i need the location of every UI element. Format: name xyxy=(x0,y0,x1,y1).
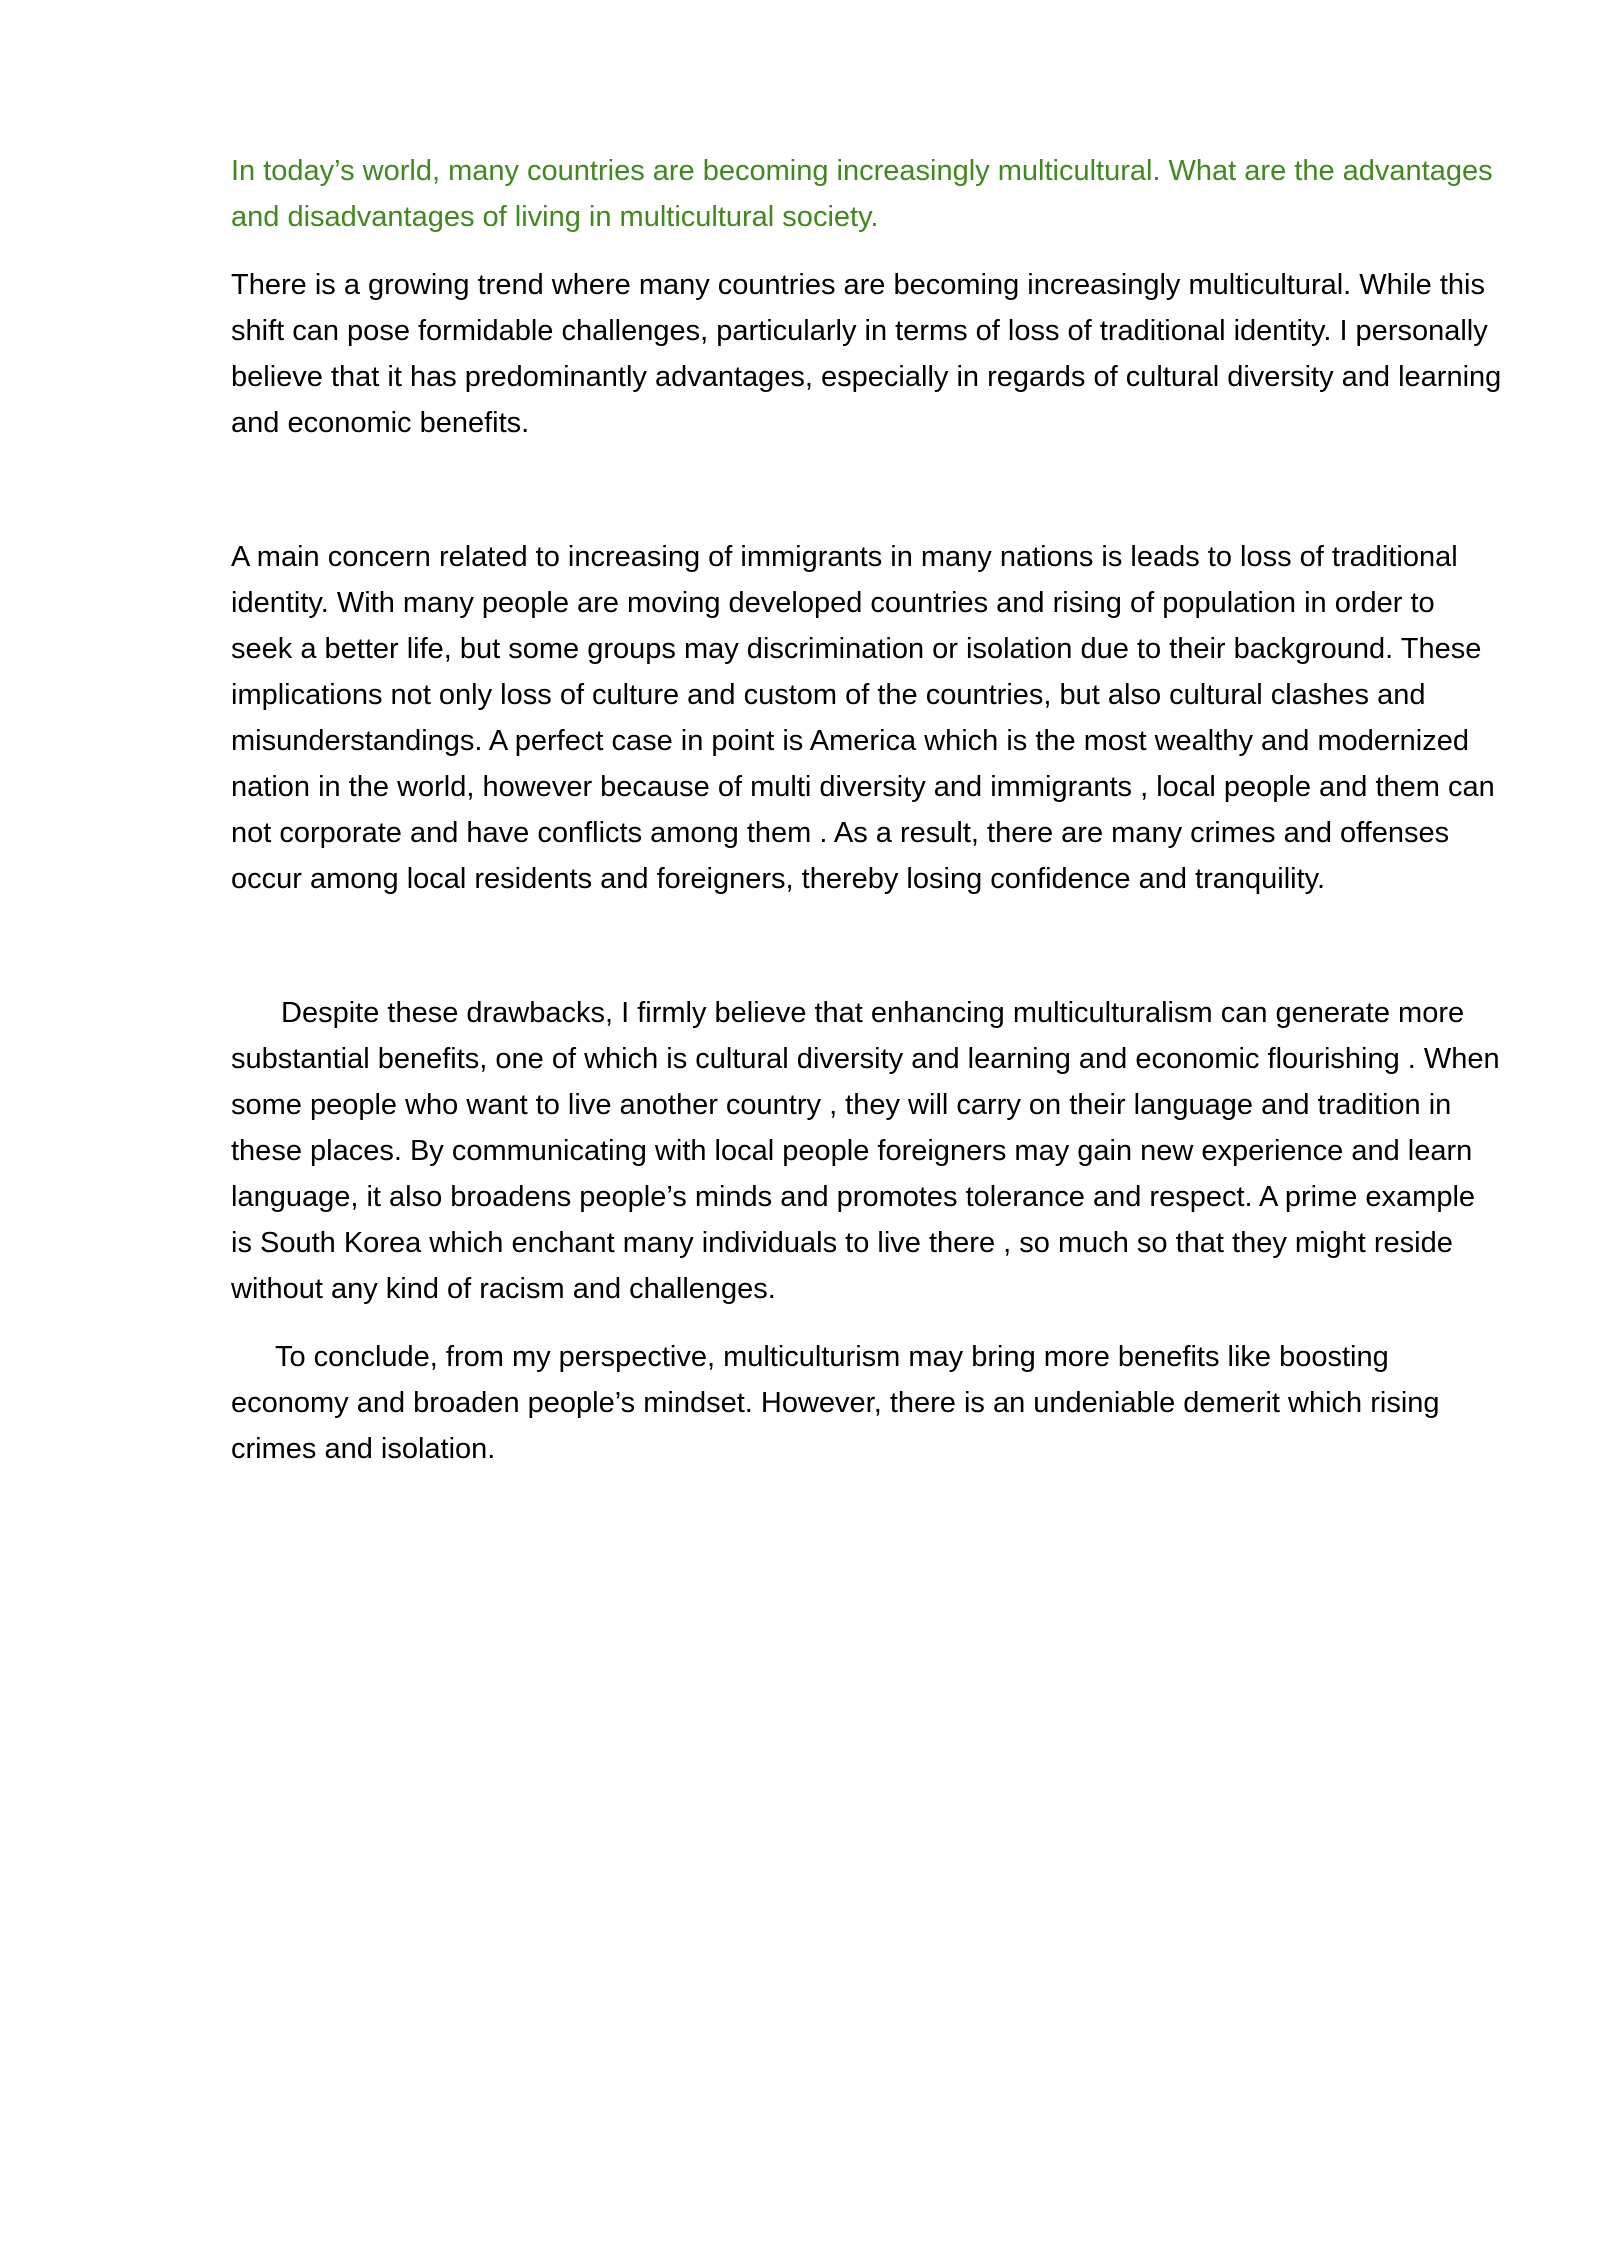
body-paragraph-disadvantages: A main concern related to increasing of immigrants in many nations is leads to loss of traditional identity. With many people are moving developed countries and rising of population in order to seek a better life, but some groups may discrimination or isolation due to their background. These implications not only loss of culture and custom of the countries, but also cultural clashes and misunderstandings. A perfect case in point is America which is the most wealthy and modernized nation in the world, however because of multi diversity and immigrants , local people and them can not corporate and have conflicts among them . As a result, there are many crimes and offenses occur among local residents and foreigners, thereby losing confidence and tranquility. xyxy=(231,541,1495,895)
document-page xyxy=(231,148,1503,1472)
conclusion-paragraph: To conclude, from my perspective, multiculturism may bring more benefits like boosting economy and broaden people’s mindset. However, there is an undeniable demerit which rising crimes and isolation. xyxy=(231,1341,1440,1465)
body-paragraph-advantages: Despite these drawbacks, I firmly believe that enhancing multiculturalism can generate more substantial benefits, one of which is cultural diversity and learning and economic flourishing . When some people who want to live another country , they will carry on their language and tradition in these places. By communicating with local people foreigners may gain new experience and learn language, it also broadens people’s minds and promotes tolerance and respect. A prime example is South Korea which enchant many individuals to live there , so much so that they might reside without any kind of racism and challenges. xyxy=(231,997,1500,1305)
intro-paragraph: There is a growing trend where many countries are becoming increasingly multicultural. While this shift can pose formidable challenges, particularly in terms of loss of traditional identity. I personally believe that it has predominantly advantages, especially in regards of cultural diversity and learning and economic benefits. xyxy=(231,269,1502,439)
essay-prompt: In today’s world, many countries are becoming increasingly multicultural. What are the advantages and disadvantages of living in multicultural society. xyxy=(231,155,1493,233)
